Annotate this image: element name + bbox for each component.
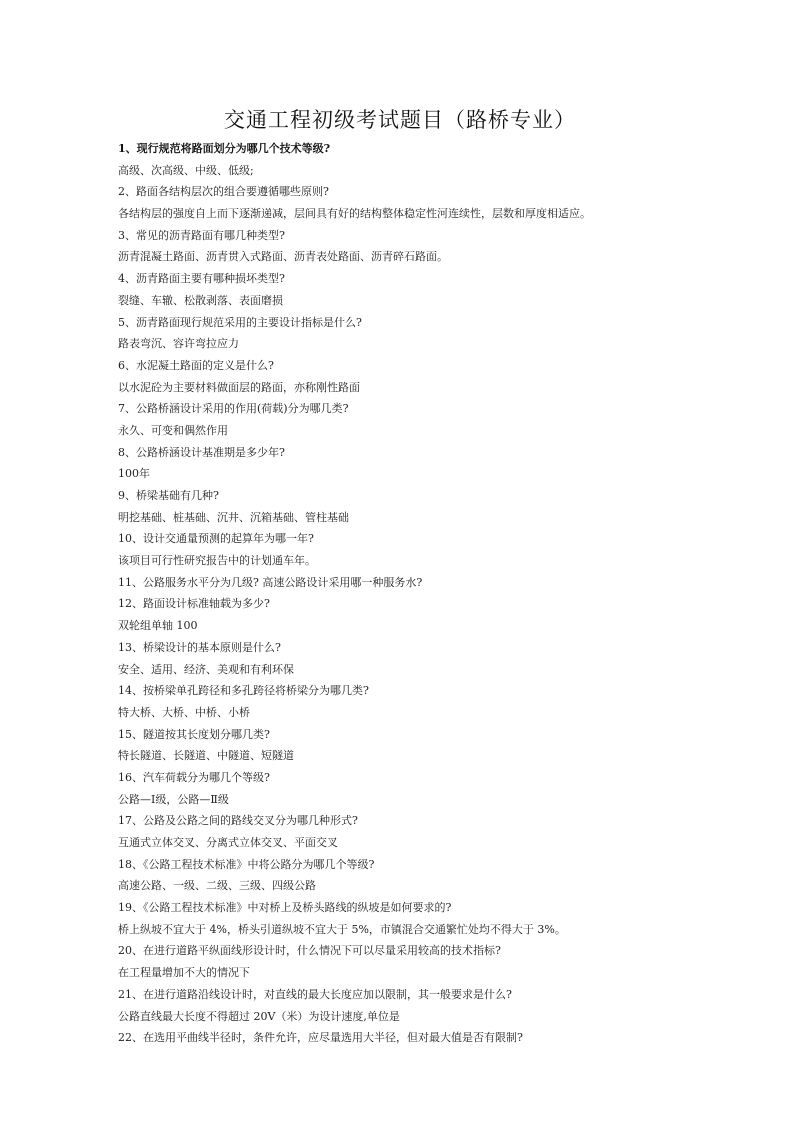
question-text: 21、在进行道路沿线设计时，对直线的最大长度应加以限制，其一般要求是什么? (118, 987, 512, 1001)
question-text: 13、桥梁设计的基本原则是什么? (118, 640, 281, 654)
question-text: 2、路面各结构层次的组合要遵循哪些原则? (118, 185, 329, 199)
question-item (118, 572, 778, 594)
question-text: 10、设计交通量预测的起算年为哪一年? (118, 532, 314, 546)
question-list (118, 138, 778, 1049)
answer-text: 裂缝、车辙、松散剥落、表面磨损 (118, 293, 283, 307)
question-item (118, 268, 778, 311)
question-item (118, 528, 778, 571)
answer-text: 公路直线最大长度不得超过 20V（米）为设计速度,单位是 (118, 1009, 400, 1023)
question-text: 16、汽车荷载分为哪几个等级? (118, 770, 270, 784)
question-text: 12、路面设计标准轴载为多少? (118, 597, 270, 611)
question-text: 5、沥青路面现行规范采用的主要设计指标是什么? (118, 315, 362, 329)
question-item (118, 897, 778, 940)
answer-text: 路表弯沉、容许弯拉应力 (118, 337, 239, 351)
question-text: 9、桥梁基础有几种? (118, 489, 219, 502)
question-item (118, 940, 778, 983)
question-text: 6、水泥凝土路面的定义是什么? (118, 358, 274, 372)
question-text: 3、常见的沥青路面有哪几种类型? (118, 228, 285, 242)
question-text: 22、在选用平曲线半径时，条件允许，应尽量选用大半径，但对最大值是否有限制? (118, 1031, 523, 1045)
answer-text: 100年 (118, 467, 150, 481)
answer-text: 以水泥砼为主要材料做面层的路面，亦称刚性路面 (118, 380, 360, 394)
answer-text: 该项目可行性研究报告中的计划通车年。 (118, 554, 316, 568)
question-item (118, 355, 778, 398)
answer-text: 互通式立体交叉、分离式立体交叉、平面交叉 (118, 836, 338, 849)
question-item (118, 485, 778, 528)
question-item (118, 138, 778, 181)
question-text: 1、现行规范将路面划分为哪几个技术等级? (118, 142, 331, 155)
question-item (118, 442, 778, 485)
answer-text: 明挖基础、桩基础、沉井、沉箱基础、管柱基础 (118, 510, 349, 524)
question-item (118, 1027, 778, 1049)
question-item (118, 680, 778, 723)
answer-text: 在工程量增加不大的情况下 (118, 966, 250, 980)
question-text: 15、隧道按其长度划分哪几类? (118, 727, 270, 741)
answer-text: 各结构层的强度自上而下逐渐递减，层间具有好的结构整体稳定性河连续性，层数和厚度相适应。 (118, 207, 591, 221)
question-text: 4、沥青路面主要有哪种损坏类型? (118, 272, 285, 286)
answer-text: 永久、可变和偶然作用 (118, 423, 228, 437)
answer-text: 高速公路、一级、二级、三级、四级公路 (118, 879, 316, 893)
answer-text: 高级、次高级、中级、低级; (118, 163, 254, 177)
answer-text: 沥青混凝土路面、沥青贯入式路面、沥青表处路面、沥青碎石路面。 (118, 250, 448, 264)
question-text: 14、按桥梁单孔跨径和多孔跨径将桥梁分为哪几类? (118, 684, 369, 698)
answer-text: 特长隧道、长隧道、中隧道、短隧道 (118, 749, 294, 763)
question-text: 8、公路桥涵设计基准期是多少年? (118, 445, 285, 459)
document-title: 交通工程初级考试题目（路桥专业） (224, 108, 576, 132)
question-item (118, 637, 778, 680)
answer-text: 公路—Ⅰ级，公路—Ⅱ级 (118, 792, 229, 806)
question-item (118, 181, 778, 224)
question-text: 18、《公路工程技术标准》中将公路分为哪几个等级? (118, 857, 375, 871)
answer-text: 桥上纵坡不宜大于 4%，桥头引道纵坡不宜大于 5%，市镇混合交通繁忙处均不得大于 3%。 (118, 922, 566, 936)
question-item (118, 312, 778, 355)
question-item (118, 810, 778, 853)
question-item (118, 767, 778, 810)
question-text: 17、公路及公路之间的路线交叉分为哪几种形式? (118, 814, 358, 828)
question-text: 20、在进行道路平纵面线形设计时，什么情况下可以尽量采用较高的技术指标? (118, 944, 501, 958)
question-item (118, 984, 778, 1027)
answer-text: 特大桥、大桥、中桥、小桥 (118, 705, 250, 719)
question-item (118, 225, 778, 268)
answer-text: 双轮组单轴 100 (118, 619, 198, 633)
question-text: 19、《公路工程技术标准》中对桥上及桥头路线的纵坡是如何要求的? (118, 901, 452, 915)
question-text: 11、公路服务水平分为几级? 高速公路设计采用哪一种服务水? (118, 575, 423, 589)
answer-text: 安全、适用、经济、美观和有利环保 (118, 662, 294, 676)
question-item (118, 593, 778, 636)
question-item (118, 398, 778, 441)
question-item (118, 854, 778, 897)
question-text: 7、公路桥涵设计采用的作用(荷载)分为哪几类? (118, 402, 349, 416)
question-item (118, 724, 778, 767)
